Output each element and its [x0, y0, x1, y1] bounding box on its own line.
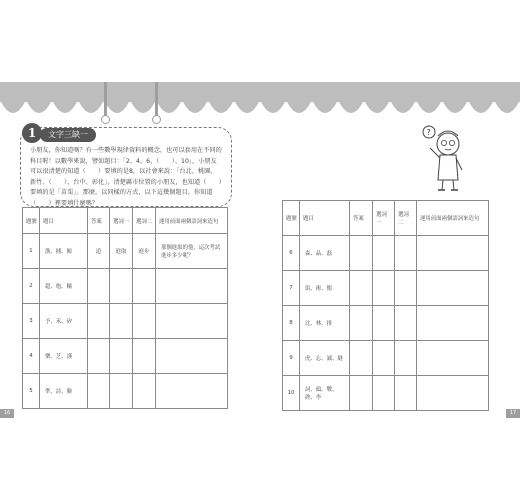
row-question: 森、晶、磊: [300, 236, 350, 271]
row-number: 9: [283, 341, 300, 376]
ring-icon: [101, 115, 110, 124]
row-question: 街、術、衛: [300, 271, 350, 306]
word1-cell[interactable]: [373, 341, 395, 376]
word2-cell[interactable]: [395, 236, 417, 271]
header-word1: 選詞一: [110, 208, 133, 234]
answer-cell[interactable]: [88, 374, 110, 409]
table-row: [23, 339, 228, 374]
intro-text: 小朋友，你知道嗎？有一些數學規律資料的概念，也可以套用在不同的科目喔！以數學來說，譬如題目：「2、4、6、（ ）、10」，小朋友可以很清楚的知道（ ）要填的是8，以社會來說：「台北、桃園、新竹、（ ）、台中、彰化」，清楚縣市位置的小朋友，也知道（ ）要填的是「苗栗」。那麼，以同樣的方式，以下這幾個題目，你知道（ ）裡要填什麼嗎？: [30, 147, 222, 207]
header-word2: 選詞二: [133, 208, 156, 234]
table-row: [283, 341, 489, 376]
header-answer: 答案: [88, 208, 110, 234]
answer-cell[interactable]: [350, 306, 373, 341]
answer-cell[interactable]: [350, 341, 373, 376]
sentence-cell[interactable]: [417, 376, 489, 411]
hanging-string-right: [155, 82, 158, 118]
header-word1: 選詞一: [373, 201, 395, 236]
word2-cell[interactable]: [133, 374, 156, 409]
row-question: 詞、頭、戰、熟、李: [300, 376, 350, 411]
answer-cell[interactable]: [350, 271, 373, 306]
sentence-cell[interactable]: 那個進取的他，這次考試進步多少呢？: [156, 234, 228, 269]
row-question: 樂、芝、謹: [40, 339, 88, 374]
header-question: 題目: [40, 208, 88, 234]
header-sentence: 運用前面兩個語詞來造句: [417, 201, 489, 236]
word2-cell[interactable]: [395, 306, 417, 341]
table-header-row: [23, 208, 228, 234]
word1-cell[interactable]: [110, 269, 133, 304]
answer-cell[interactable]: [88, 339, 110, 374]
row-number: 4: [23, 339, 40, 374]
row-number: 8: [283, 306, 300, 341]
answer-cell[interactable]: [350, 376, 373, 411]
word1-cell[interactable]: [373, 236, 395, 271]
scalloped-edge: [0, 100, 520, 118]
table-row: [23, 269, 228, 304]
sentence-cell[interactable]: [156, 269, 228, 304]
header-answer: 答案: [350, 201, 373, 236]
header-word2: 選詞二: [395, 201, 417, 236]
row-number: 5: [23, 374, 40, 409]
word1-cell[interactable]: [110, 304, 133, 339]
word1-cell[interactable]: [373, 271, 395, 306]
ring-icon: [152, 115, 161, 124]
answer-cell[interactable]: [88, 269, 110, 304]
answer-cell[interactable]: [350, 236, 373, 271]
header-number: 題號: [23, 208, 40, 234]
word2-cell[interactable]: 進步: [133, 234, 156, 269]
row-number: 10: [283, 376, 300, 411]
table-row: [283, 271, 489, 306]
sentence-cell[interactable]: [417, 236, 489, 271]
answer-cell[interactable]: 道: [88, 234, 110, 269]
professor-icon: [412, 122, 472, 194]
word1-cell[interactable]: [373, 376, 395, 411]
row-question: 予、禾、矽: [40, 304, 88, 339]
sentence-cell[interactable]: [417, 306, 489, 341]
table-row: [23, 374, 228, 409]
word1-cell[interactable]: 進取: [110, 234, 133, 269]
word1-cell[interactable]: [373, 306, 395, 341]
section-number-badge: 1: [22, 123, 42, 143]
header-number: 題號: [283, 201, 300, 236]
row-question: 超、炮、輪: [40, 269, 88, 304]
page-number-left: 16: [0, 409, 14, 418]
sentence-cell[interactable]: [156, 304, 228, 339]
word2-cell[interactable]: [133, 339, 156, 374]
top-banner: [0, 82, 520, 102]
row-number: 3: [23, 304, 40, 339]
word2-cell[interactable]: [395, 271, 417, 306]
word1-cell[interactable]: [110, 339, 133, 374]
word1-cell[interactable]: [110, 374, 133, 409]
row-question: 漁、捕、鯨: [40, 234, 88, 269]
table-row: [283, 306, 489, 341]
worksheet-table-right: [282, 200, 489, 411]
table-row: [283, 376, 489, 411]
row-question: 虎、忘、誠、縫: [300, 341, 350, 376]
sentence-cell[interactable]: [156, 339, 228, 374]
word2-cell[interactable]: [395, 376, 417, 411]
row-number: 2: [23, 269, 40, 304]
header-question: 題目: [300, 201, 350, 236]
sentence-cell[interactable]: [417, 271, 489, 306]
row-number: 7: [283, 271, 300, 306]
header-sentence: 運用前面兩個語詞來造句: [156, 208, 228, 234]
page-number-right: 17: [506, 409, 520, 418]
table-header-row: [283, 201, 489, 236]
svg-text:?: ?: [426, 128, 431, 137]
section-title: 文字三缺一: [40, 128, 96, 142]
table-row: [283, 236, 489, 271]
row-question: 準、詩、臉: [40, 374, 88, 409]
word2-cell[interactable]: [133, 304, 156, 339]
table-row: [23, 234, 228, 269]
row-question: 比、林、排: [300, 306, 350, 341]
row-number: 6: [283, 236, 300, 271]
sentence-cell[interactable]: [417, 341, 489, 376]
word2-cell[interactable]: [133, 269, 156, 304]
answer-cell[interactable]: [88, 304, 110, 339]
sentence-cell[interactable]: [156, 374, 228, 409]
row-number: 1: [23, 234, 40, 269]
hanging-string-left: [104, 82, 107, 118]
word2-cell[interactable]: [395, 341, 417, 376]
worksheet-table-left: [22, 207, 228, 409]
table-row: [23, 304, 228, 339]
